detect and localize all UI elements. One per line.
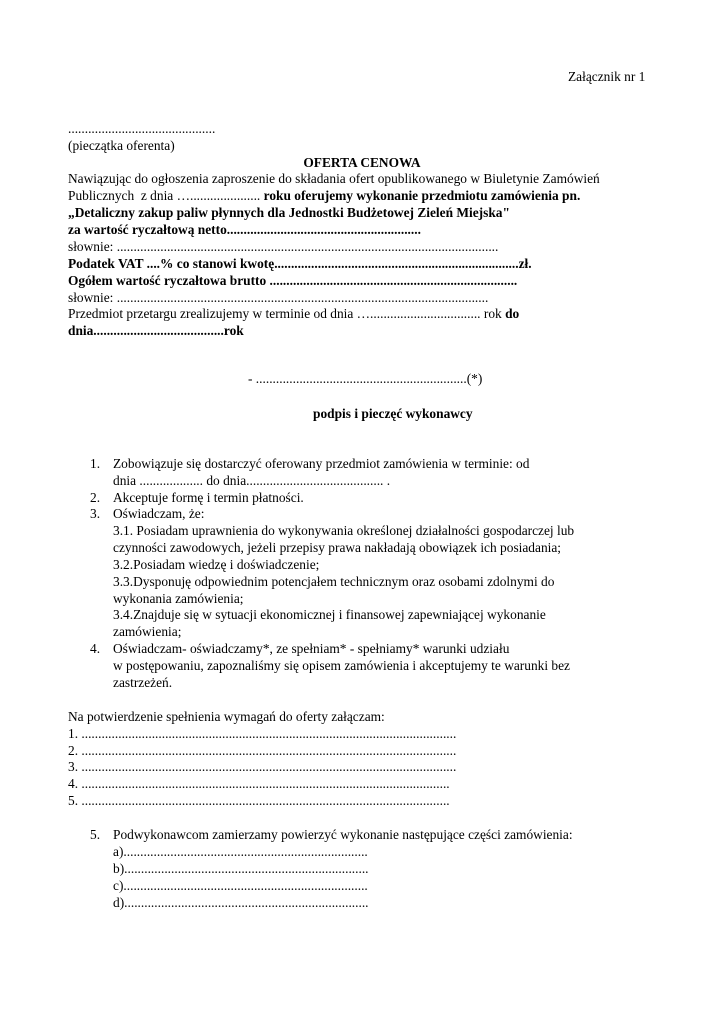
list-item-4-line-1: Oświadczam- oświadczamy*, ze spełniam* - spełniamy* warunki udziału — [113, 641, 510, 656]
signature-line: - ...............................................................(*) — [248, 371, 483, 386]
list-item-3-line-8: zamówienia; — [113, 624, 182, 639]
intro-line-1: Nawiązując do ogłoszenia zaproszenie do składania ofert opublikowanego w Biuletynie Zamówień — [68, 171, 600, 186]
intro-line-2 — [68, 187, 580, 205]
document-title: OFERTA CENOWA — [303, 155, 421, 170]
list-item-1-line-1: Zobowiązuje się dostarczyć oferowany przedmiot zamówienia w terminie: od — [113, 456, 530, 471]
intro-line-3: „Detaliczny zakup paliw płynnych dla Jednostki Budżetowej Zieleń Miejska" — [68, 205, 510, 220]
signature-label: podpis i pieczęć wykonawcy — [313, 406, 473, 421]
attachment-line-4: 4. .............................................................................................................. — [68, 776, 450, 791]
annex-label: Załącznik nr 1 — [568, 69, 646, 84]
subcontract-item-d: d)......................................................................... — [113, 895, 369, 910]
list-item-2-line-1: Akceptuje formę i termin płatności. — [113, 490, 304, 505]
list-item-3-line-3: czynności zawodowych, jeżeli przepisy prawa nakładają obowiązek ich posiadania; — [113, 540, 562, 555]
term-line-1-normal: Przedmiot przetargu zrealizujemy w terminie od dnia …................................. rok — [68, 306, 506, 321]
stamp-label: (pieczątka oferenta) — [68, 138, 175, 153]
subcontract-number: 5. — [90, 827, 101, 842]
vat-line: Podatek VAT ....% co stanowi kwotę.........................................................................zł. — [68, 256, 532, 271]
list-item-3-line-7: 3.4.Znajduje się w sytuacji ekonomicznej i finansowej zapewniającej wykonanie — [113, 607, 546, 622]
list-item-4-line-3: zastrzeżeń. — [113, 675, 173, 690]
intro-line-4: za wartość ryczałtową netto.......................................................... — [68, 222, 421, 237]
term-line-2: dnia.......................................rok — [68, 323, 244, 338]
attachment-line-2: 2. ................................................................................................................ — [68, 743, 457, 758]
intro-line-2-bold: roku oferujemy wykonanie przedmiotu zamówienia pn. — [263, 188, 581, 203]
subcontract-item-a: a)......................................................................... — [113, 844, 368, 859]
subcontract-item-b: b)......................................................................... — [113, 861, 369, 876]
list-item-3-number: 3. — [90, 506, 101, 521]
slownie-line-2: słownie: ............................................................................................................... — [68, 290, 489, 305]
stamp-dots: ............................................ — [68, 121, 216, 136]
term-line-1 — [68, 305, 519, 323]
list-item-1-number: 1. — [90, 456, 101, 471]
list-item-1-line-2: dnia ................... do dnia......................................... . — [113, 473, 391, 488]
subcontract-text: Podwykonawcom zamierzamy powierzyć wykonanie następujące części zamówienia: — [113, 827, 573, 842]
list-item-3-line-1: Oświadczam, że: — [113, 506, 205, 521]
subcontract-item-c: c)......................................................................... — [113, 878, 368, 893]
term-line-1-bold: do — [505, 306, 520, 321]
list-item-4-number: 4. — [90, 641, 101, 656]
list-item-3-line-5: 3.3.Dysponuję odpowiednim potencjałem technicznym oraz osobami zdolnymi do — [113, 574, 555, 589]
attachment-line-3: 3. ................................................................................................................ — [68, 759, 457, 774]
brutto-line: Ogółem wartość ryczałtowa brutto .......................................................................... — [68, 273, 518, 288]
slownie-line-1: słownie: .................................................................................................................. — [68, 239, 499, 254]
attachment-line-5: 5. .............................................................................................................. — [68, 793, 450, 808]
list-item-3-line-6: wykonania zamówienia; — [113, 591, 244, 606]
attachment-line-1: 1. ................................................................................................................ — [68, 726, 457, 741]
list-item-4-line-2: w postępowaniu, zapoznaliśmy się opisem zamówienia i akceptujemy te warunki bez — [113, 658, 571, 673]
intro-line-2-normal: Publicznych z dnia …..................... — [68, 188, 264, 203]
list-item-3-line-2: 3.1. Posiadam uprawnienia do wykonywania określonej działalności gospodarczej lub — [113, 523, 575, 538]
list-item-3-line-4: 3.2.Posiadam wiedzę i doświadczenie; — [113, 557, 320, 572]
attachments-intro: Na potwierdzenie spełnienia wymagań do oferty załączam: — [68, 709, 385, 724]
list-item-2-number: 2. — [90, 490, 101, 505]
